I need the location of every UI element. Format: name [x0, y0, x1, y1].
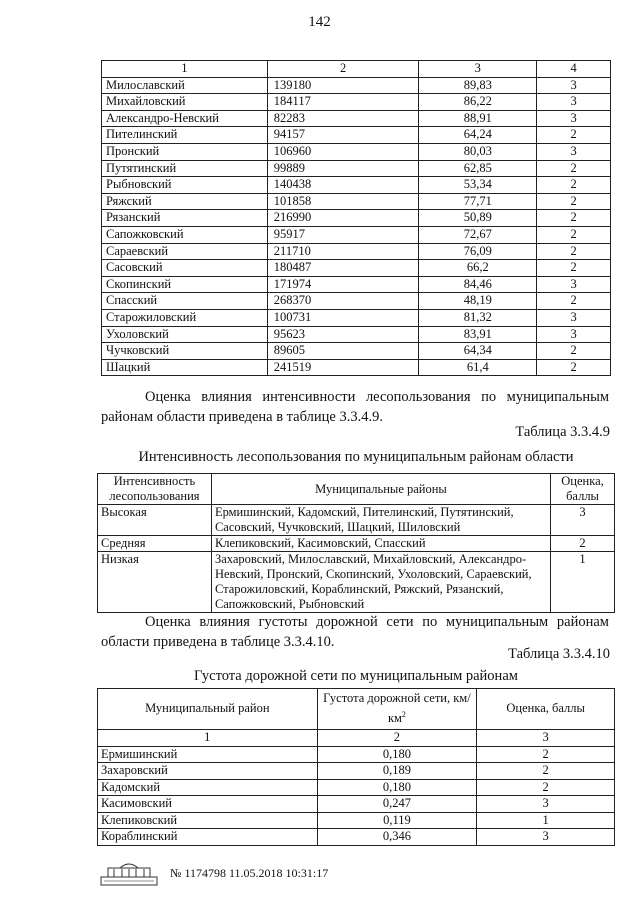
value-cell: 171974: [267, 276, 419, 293]
table-row: [102, 260, 611, 277]
district-cell: Александро-Невский: [102, 110, 268, 127]
table-header-row: [98, 689, 615, 730]
value-cell: 99889: [267, 160, 419, 177]
value-cell: 95623: [267, 326, 419, 343]
table-row: [98, 505, 615, 536]
score-cell: 2: [537, 293, 611, 310]
table-forest-use-intensity: [97, 473, 615, 613]
column-number: 3: [477, 730, 615, 747]
district-cell: Кадомский: [98, 779, 318, 796]
district-cell: Рязанский: [102, 210, 268, 227]
score-cell: 2: [537, 343, 611, 360]
density-cell: 0,180: [317, 746, 477, 763]
column-number: 4: [537, 61, 611, 78]
score-cell: 2: [477, 779, 615, 796]
column-number: 1: [102, 61, 268, 78]
table-row: [102, 177, 611, 194]
district-cell: Милославский: [102, 77, 268, 94]
table-row: [102, 110, 611, 127]
header-districts: Муниципальные районы: [211, 474, 550, 505]
percent-cell: 77,71: [419, 193, 537, 210]
value-cell: 184117: [267, 94, 419, 111]
density-cell: 0,247: [317, 796, 477, 813]
header-density: [317, 689, 477, 730]
column-number: 2: [267, 61, 419, 78]
table-header-row: [102, 61, 611, 78]
value-cell: 89605: [267, 343, 419, 360]
score-cell: 2: [537, 243, 611, 260]
percent-cell: 61,4: [419, 359, 537, 376]
percent-cell: 88,91: [419, 110, 537, 127]
header-density-text: Густота дорожной сети, км/км: [323, 691, 471, 726]
value-cell: 82283: [267, 110, 419, 127]
district-cell: Ряжский: [102, 193, 268, 210]
percent-cell: 50,89: [419, 210, 537, 227]
score-cell: 2: [537, 160, 611, 177]
density-cell: 0,180: [317, 779, 477, 796]
score-cell: 3: [537, 309, 611, 326]
percent-cell: 66,2: [419, 260, 537, 277]
table-row: [102, 193, 611, 210]
value-cell: 180487: [267, 260, 419, 277]
value-cell: 216990: [267, 210, 419, 227]
districts-cell: Ермишинский, Кадомский, Пителинский, Путятинский, Сасовский, Чучковский, Шацкий, Шиловский: [211, 505, 550, 536]
header-district: Муниципальный район: [98, 689, 318, 730]
score-cell: 3: [537, 94, 611, 111]
score-cell: 2: [537, 127, 611, 144]
table-header-row: [98, 474, 615, 505]
percent-cell: 62,85: [419, 160, 537, 177]
superscript: 2: [401, 709, 406, 719]
table-row: [102, 226, 611, 243]
value-cell: 211710: [267, 243, 419, 260]
table-caption: Интенсивность лесопользования по муниципальным районам области: [138, 449, 574, 465]
value-cell: 241519: [267, 359, 419, 376]
header-intensity: Интенсивность лесопользования: [98, 474, 212, 505]
district-cell: Ухоловский: [102, 326, 268, 343]
score-cell: 3: [551, 505, 615, 536]
score-cell: 3: [477, 829, 615, 846]
column-number: 1: [98, 730, 318, 747]
value-cell: 94157: [267, 127, 419, 144]
table-caption: Густота дорожной сети по муниципальным районам: [194, 668, 518, 684]
table-row: [98, 536, 615, 552]
table-districts-continued: [101, 60, 611, 376]
table-row: [98, 779, 615, 796]
intensity-cell: Высокая: [98, 505, 212, 536]
paragraph-forest-use: Оценка влияния интенсивности лесопользования по муниципальным районам области приведена в таблице 3.3.4.9.: [101, 389, 609, 425]
district-cell: Сапожковский: [102, 226, 268, 243]
table-row: [102, 276, 611, 293]
districts-cell: Клепиковский, Касимовский, Спасский: [211, 536, 550, 552]
registry-stamp-icon: [100, 860, 158, 886]
district-cell: Пронский: [102, 143, 268, 160]
percent-cell: 86,22: [419, 94, 537, 111]
percent-cell: 83,91: [419, 326, 537, 343]
table-row: [102, 210, 611, 227]
table-row: [98, 552, 615, 613]
score-cell: 2: [537, 260, 611, 277]
value-cell: 106960: [267, 143, 419, 160]
score-cell: 2: [537, 359, 611, 376]
intensity-cell: Средняя: [98, 536, 212, 552]
district-cell: Сараевский: [102, 243, 268, 260]
score-cell: 2: [537, 177, 611, 194]
score-cell: 3: [537, 326, 611, 343]
table-row: [98, 812, 615, 829]
table-row: [98, 763, 615, 780]
table-number-row: [98, 730, 615, 747]
percent-cell: 89,83: [419, 77, 537, 94]
table-row: [102, 309, 611, 326]
value-cell: 139180: [267, 77, 419, 94]
paragraph-road-density: Оценка влияния густоты дорожной сети по муниципальным районам области приведена в таблице 3.3.4.10.: [101, 614, 609, 650]
district-cell: Захаровский: [98, 763, 318, 780]
table-row: [102, 94, 611, 111]
table-label: Таблица 3.3.4.9: [515, 424, 610, 440]
score-cell: 2: [551, 536, 615, 552]
registration-number: № 1174798 11.05.2018 10:31:17: [170, 866, 329, 880]
percent-cell: 81,32: [419, 309, 537, 326]
density-cell: 0,119: [317, 812, 477, 829]
percent-cell: 72,67: [419, 226, 537, 243]
table-row: [102, 343, 611, 360]
table-row: [98, 829, 615, 846]
district-cell: Пителинский: [102, 127, 268, 144]
table-row: [102, 326, 611, 343]
table-row: [102, 143, 611, 160]
percent-cell: 84,46: [419, 276, 537, 293]
score-cell: 3: [537, 143, 611, 160]
district-cell: Михайловский: [102, 94, 268, 111]
column-number: 3: [419, 61, 537, 78]
district-cell: Скопинский: [102, 276, 268, 293]
score-cell: 3: [537, 77, 611, 94]
value-cell: 268370: [267, 293, 419, 310]
density-cell: 0,346: [317, 829, 477, 846]
score-cell: 2: [477, 746, 615, 763]
value-cell: 95917: [267, 226, 419, 243]
table-row: [98, 796, 615, 813]
page-number: 142: [308, 14, 331, 30]
density-cell: 0,189: [317, 763, 477, 780]
score-cell: 2: [537, 193, 611, 210]
percent-cell: 53,34: [419, 177, 537, 194]
score-cell: 2: [537, 210, 611, 227]
district-cell: Спасский: [102, 293, 268, 310]
table-row: [102, 243, 611, 260]
district-cell: Рыбновский: [102, 177, 268, 194]
score-cell: 1: [477, 812, 615, 829]
score-cell: 2: [537, 226, 611, 243]
percent-cell: 80,03: [419, 143, 537, 160]
score-cell: 3: [537, 110, 611, 127]
table-row: [102, 127, 611, 144]
district-cell: Ермишинский: [98, 746, 318, 763]
districts-cell: Захаровский, Милославский, Михайловский, Александро-Невский, Пронский, Скопинский, Ухоловский, Сараевский, Старожиловский, Кораблинский, Ряжский, Рязанский, Сапожковский, Рыбновский: [211, 552, 550, 613]
document-footer: [100, 860, 520, 886]
percent-cell: 76,09: [419, 243, 537, 260]
district-cell: Касимовский: [98, 796, 318, 813]
district-cell: Старожиловский: [102, 309, 268, 326]
table-row: [98, 746, 615, 763]
intensity-cell: Низкая: [98, 552, 212, 613]
district-cell: Шацкий: [102, 359, 268, 376]
table-row: [102, 77, 611, 94]
column-number: 2: [317, 730, 477, 747]
header-score: Оценка, баллы: [477, 689, 615, 730]
value-cell: 100731: [267, 309, 419, 326]
percent-cell: 48,19: [419, 293, 537, 310]
district-cell: Чучковский: [102, 343, 268, 360]
score-cell: 2: [477, 763, 615, 780]
score-cell: 1: [551, 552, 615, 613]
table-row: [102, 293, 611, 310]
percent-cell: 64,34: [419, 343, 537, 360]
value-cell: 140438: [267, 177, 419, 194]
district-cell: Сасовский: [102, 260, 268, 277]
district-cell: Путятинский: [102, 160, 268, 177]
table-label: Таблица 3.3.4.10: [508, 646, 610, 662]
district-cell: Кораблинский: [98, 829, 318, 846]
table-row: [102, 359, 611, 376]
district-cell: Клепиковский: [98, 812, 318, 829]
score-cell: 3: [477, 796, 615, 813]
table-row: [102, 160, 611, 177]
percent-cell: 64,24: [419, 127, 537, 144]
value-cell: 101858: [267, 193, 419, 210]
header-score: Оценка, баллы: [551, 474, 615, 505]
score-cell: 3: [537, 276, 611, 293]
table-road-density: [97, 688, 615, 846]
